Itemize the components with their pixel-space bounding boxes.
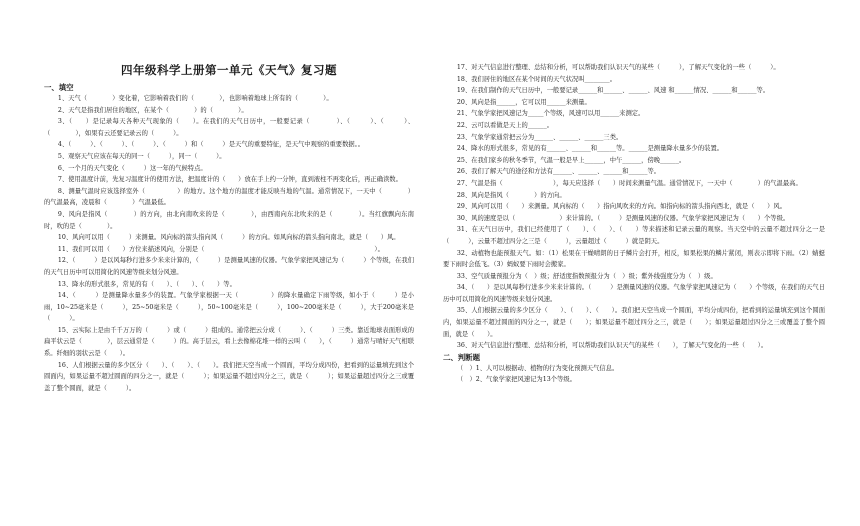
question-22: 22、云可以看做是天上的______。 (456, 121, 554, 129)
question-33: 33、空气质量预报分为（ ）级；舒适度指数预报分为（ ）级；紫外线强度分为（ ）级。 (456, 272, 717, 280)
question-5: 5、观察天气应该在每天的同一（ ），同一（ ）。 (57, 152, 226, 160)
question-31: 31、在天气日历中，我们已经使用了（ ）、（ ）、（ ）等来描述和记录云量的观察。当天空中的云量不超过四分之一是（ ），云量不超过四分之三是（ ），云量超过（ ）就是阴天。 (443, 226, 825, 245)
question-11: 11、我们可以用（ ）方位来描述风向，分别是（ ）。 (57, 245, 384, 253)
question-29: 29、风向可以用（ ）来测量。风向标的（ ）指向风吹来的方向。如指向标的箭头指向西北，就是（ ）风。 (456, 203, 787, 211)
question-10: 10、风向可以用（ ）来测量。风向标的箭头指向风（ ）的方向。如风向标的箭头指向南北，就是（ ）风。 (57, 234, 400, 242)
question-6: 6、一个月的天气变化（ ）这一年的气候特点。 (57, 164, 207, 172)
question-2: 2、天气是指我们居住的地区，在某个（ ）的（ ）。 (57, 106, 248, 114)
question-21: 21、气象学家把风速记为_____个等级，风速可以用______来测定。 (456, 110, 645, 118)
question-24: 24、降水的形式很多，常见的有______、______和______等。______是测量降水量多少的装置。 (456, 145, 724, 153)
question-28: 28、风向是指风（ ）的方向。 (456, 191, 566, 199)
section-judge-heading: 二、判断题 (443, 352, 480, 362)
question-13: 13、降水的形式很多，常见的有（ ）、（ ）、（ ）等。 (57, 280, 236, 288)
section-fill-blank-heading: 一、填空 (44, 83, 74, 92)
question-26: 26、我们了解天气的途径和方法有______、______、______和______等。 (456, 168, 661, 176)
question-20: 20、风向是指______，它可以用______来测量。 (456, 98, 591, 106)
judge-item-2: （ ）2、气象学家把风速记为13个等级。 (456, 376, 576, 384)
page-title: 四年级科学上册第一单元《天气》复习题 (121, 63, 337, 77)
question-14: 14、（ ）是测量降水量多少的装置。气象学家根据一天（ ）的降水量确定下雨等级，如小于（ ）是小雨，10~25毫米是（ ），25~50毫米是（ ），50~100毫米是（ ），100~200毫米是（ ），大于200毫米是（ ）。 (44, 292, 414, 323)
question-18: 18、我们居住的地区在某个时间的天气状况叫________。 (456, 75, 616, 83)
question-8: 8、测量气温时应该选择室外（ ）的地方。这个地方的温度才能反映当地的气温。通常情况下，一天中（ ）的气温最高，凌晨和（ ）气温最低。 (44, 187, 414, 207)
question-4: 4、（ ）、（ ）、（ ）、（ ）和（ ）是天气的重要特征，是天气中观察的重要数据。。 (57, 141, 365, 149)
question-19: 19、在我们制作的天气日历中，一般要记录______和______、______、风速 和______情况、______和______等。 (456, 87, 770, 95)
question-34: 34、（ ）是以风每秒行进多少米来计算的。（ ）是测量风速的仪器。气象学家把风速记为（ ）个等级，在我们的天气日历中可以用简化的风速等级来划分风速。 (443, 284, 825, 303)
question-1: 1、天气（ ）变化着，它影响着我们的（ ），也影响着地球上所有的（ ）。 (57, 95, 333, 102)
question-25: 25、在我们家乡的秋冬季节，气温一般是早上______，中午______，傍晚______。 (456, 156, 686, 164)
judge-item-1: （ ）1、人可以根据动、植物的行为变化预测天气信息。 (456, 364, 619, 372)
question-27: 27、气温是指（ ），每天应选择（ ）时间来测量气温。通常情况下，一天中（ ）的气温最高。 (456, 179, 802, 187)
question-32: 32、动植物也能预报天气。如：（1）松果在干燥晴朗的日子鳞片会打开，相反，如果松果的鳞片紧闭，则表示即将下雨。（2）蜻蜓要下雨时会低飞。（3）蚂蚁要下雨时会搬家。 (443, 249, 825, 269)
question-7: 7、使用温度计前，先复习温度计的使用方法，把温度计的（ ）放在手上约一分钟，直到液柱不再变化后，再正确读数。 (57, 176, 402, 184)
question-16: 16、人们根据云量的多少区分（ ）、（ ）、（ ）。我们把天空当成一个圆面，平均分成四份，把看到的运量填充到这个圆面内，如果运量不超过圆面的四分之一，就是（ ）；如果运量不超过四分之三，就是（ ）；如果运量超过四分之三或覆盖了整个圆面，就是（ ）。 (44, 361, 414, 392)
question-23: 23、气象学家通常把云分为______、______、______三类。 (456, 133, 623, 141)
question-35: 35、人们根据云量的多少区分（ ）、（ ）、（ ）。我们把天空当成一个圆面，平均分成四份，把看到的运量填充到这个圆面内，如果运量不超过圆面的四分之一，就是（ ）；如果运量不超过四分之三，就是（ ）；如果运量超过四分之三或覆盖了整个圆面，就是（ ）。 (443, 307, 825, 338)
question-36: 36、对天气信息进行整理、总结和分析，可以帮助我们认识天气的某些（ ），了解天气变化的一些（ ）。 (456, 342, 768, 350)
question-12: 12、（ ）是以风每秒行进多少米来计算的，（ ）是测量风速的仪器。气象学家把风速记为（ ）个等级，在我们的天气日历中可以用简化的风速等级来划分风速。 (44, 257, 414, 276)
right-column (443, 62, 825, 386)
question-15: 15、云实际上是由千千万万的（ ）或（ ）组成的。通常把云分成（ ）、（ ）三类。靠近地球表面形成的扁平状云是（ ），层云通常是（ ）的。高于层云，看上去像棉花堆一样的云叫（ ），（ ）通常与晴好天气相联系。纤细的羽状云是（ ）。 (44, 326, 414, 358)
question-3: 3、（ ）是记录每天各种天气现象的（ ）。在我们的天气日历中，一般要记录（ ）、（ ）、（ ）、（ ），如果有云还要记录云的（ ）。 (44, 118, 414, 137)
question-30: 30、风的速度是以（ ）来计算的。（ ）是测量风速的仪器。气象学家把风速记为（ ）个等级。 (456, 214, 790, 222)
question-17: 17、对天气信息进行整理、总结和分析，可以帮助我们认识天气的某些（ ），了解天气变化的一些（ ）。 (456, 64, 780, 71)
question-9: 9、风向是指风（ ）的方向，由北向南吹来的是（ ），由西南向东北吹来的是（ ）。当红旗飘向东南时，吹的是（ ）。 (44, 210, 414, 230)
left-column (44, 82, 414, 394)
